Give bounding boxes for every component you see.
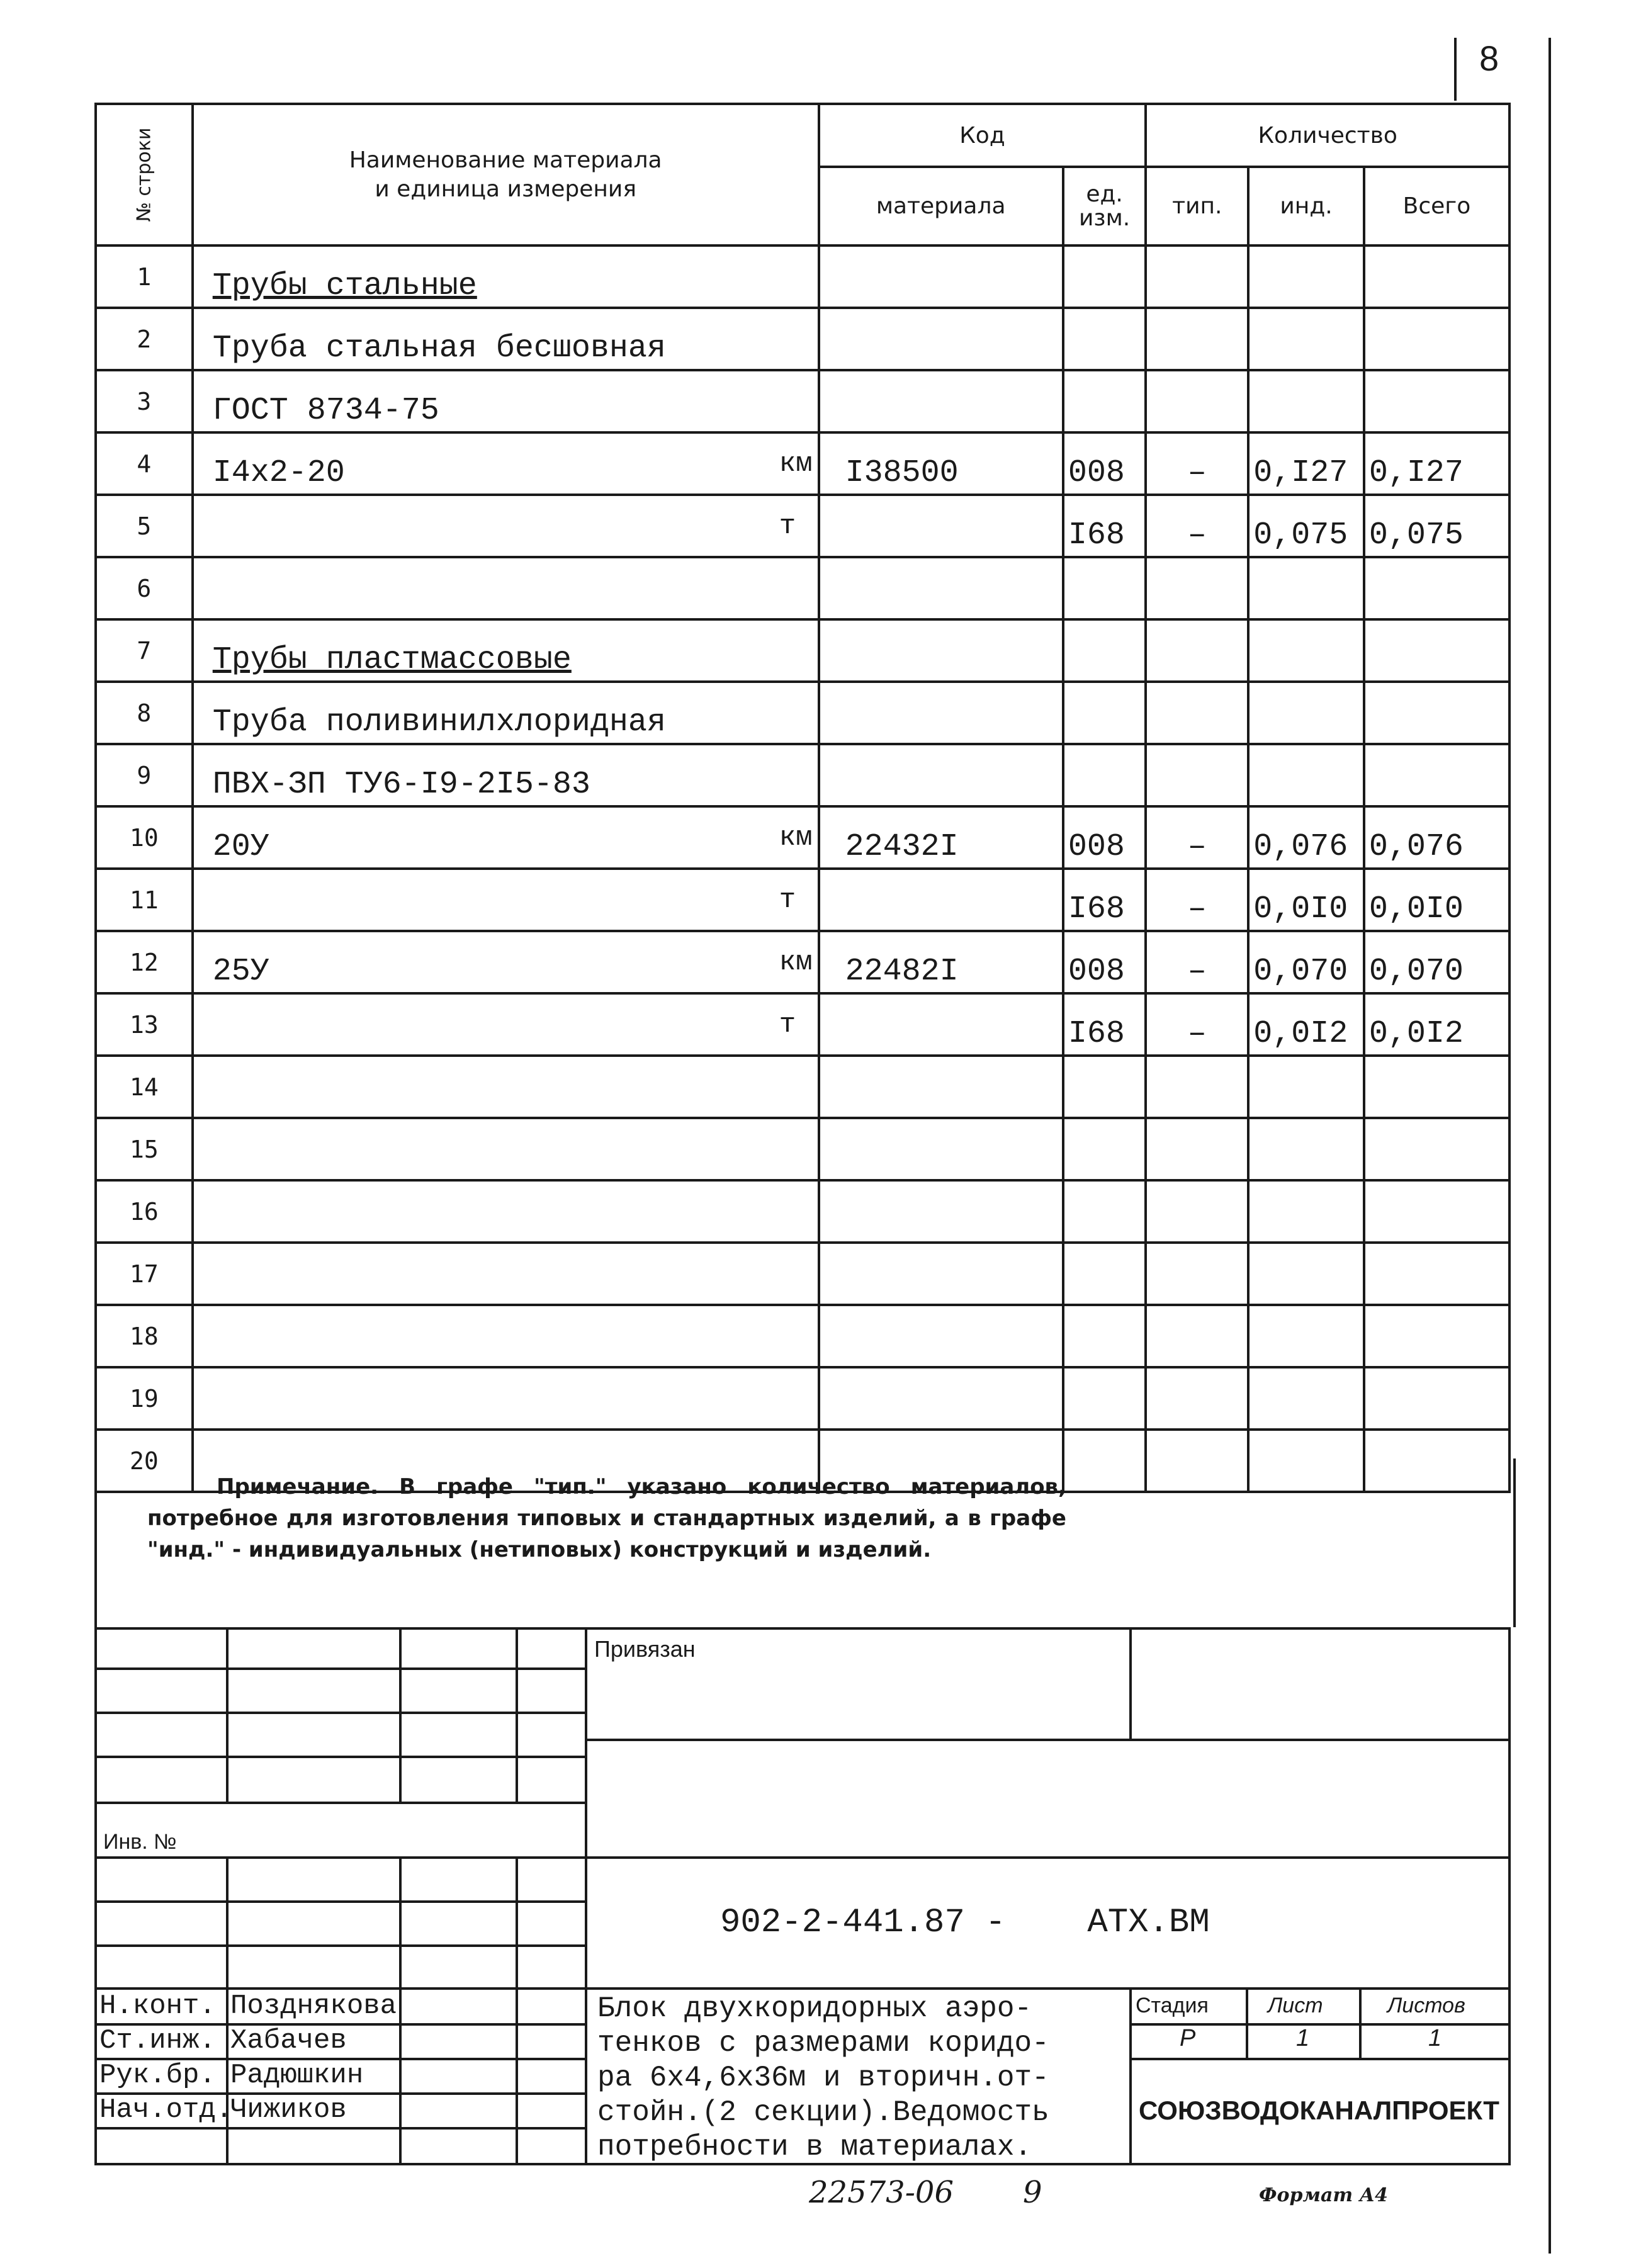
qty-total-cell	[1364, 682, 1509, 744]
unit-code-cell: 008	[1063, 432, 1146, 495]
row-number-cell: 12	[96, 931, 193, 993]
signature-role: Рук.бр.	[99, 2060, 216, 2091]
sheets-label: Листов	[1387, 1994, 1465, 2017]
qty-typ-cell	[1146, 370, 1248, 432]
material-name: I4х2-20	[212, 455, 345, 491]
material-name: 25У	[212, 954, 269, 990]
qty-typ-cell	[1146, 1243, 1248, 1305]
material-name-cell	[193, 432, 819, 495]
sheet-number-divider	[1454, 38, 1457, 101]
material-code-cell	[819, 370, 1063, 432]
table-row	[96, 869, 1509, 931]
qty-typ-cell	[1146, 619, 1248, 682]
document-title: Блок двухкоридорных аэро- тенков с размерами коридо- ра 6х4,6х36м и вторичн.от- стойн.(2 секции).Ведомость потребности в материалах.	[597, 1992, 1049, 2164]
unit-code-cell: I68	[1063, 869, 1146, 931]
row-number-header: № строки	[96, 104, 193, 245]
unit-code-cell	[1063, 557, 1146, 619]
material-name-cell	[193, 744, 819, 806]
table-row	[96, 432, 1509, 495]
material-name-cell	[193, 869, 819, 931]
qty-ind-cell	[1248, 557, 1364, 619]
material-name: 20У	[212, 829, 269, 865]
code-unit-header: ед. изм.	[1063, 167, 1146, 245]
stage-label: Стадия	[1136, 1994, 1209, 2017]
row-number-cell: 16	[96, 1180, 193, 1243]
material-code-cell	[819, 869, 1063, 931]
material-code-cell	[819, 1118, 1063, 1180]
row-number-cell: 10	[96, 806, 193, 869]
qty-typ-cell	[1146, 744, 1248, 806]
qty-total-cell	[1364, 370, 1509, 432]
row-number-cell: 9	[96, 744, 193, 806]
material-name-cell	[193, 1180, 819, 1243]
qty-total-cell	[1364, 557, 1509, 619]
material-code-cell	[819, 619, 1063, 682]
material-code-cell	[819, 993, 1063, 1056]
table-row	[96, 308, 1509, 370]
qty-typ-cell	[1146, 1180, 1248, 1243]
material-code-cell	[819, 1305, 1063, 1367]
qty-total-cell: 0,0I0	[1364, 869, 1509, 931]
material-code-cell	[819, 245, 1063, 308]
unit-code-cell	[1063, 619, 1146, 682]
qty-ind-cell: 0,0I0	[1248, 869, 1364, 931]
table-row	[96, 682, 1509, 744]
qty-total-cell	[1364, 1305, 1509, 1367]
qty-total-cell	[1364, 308, 1509, 370]
qty-total-cell	[1364, 744, 1509, 806]
unit-code-cell	[1063, 1180, 1146, 1243]
qty-ind-cell	[1248, 308, 1364, 370]
row-number-cell: 17	[96, 1243, 193, 1305]
qty-total-cell	[1364, 1243, 1509, 1305]
material-code-cell	[819, 308, 1063, 370]
note-block	[94, 1458, 1516, 1627]
unit-code-cell	[1063, 245, 1146, 308]
qty-total-cell: 0,070	[1364, 931, 1509, 993]
qty-typ-cell	[1146, 557, 1248, 619]
paper-format: Формат А4	[1259, 2184, 1388, 2206]
material-name-cell	[193, 1243, 819, 1305]
material-code-cell	[819, 495, 1063, 557]
qty-typ-cell	[1146, 1118, 1248, 1180]
sheet-value: 1	[1296, 2025, 1310, 2051]
qty-ind-cell	[1248, 370, 1364, 432]
row-number-cell: 20	[96, 1430, 193, 1492]
stage-value: Р	[1180, 2025, 1196, 2051]
archive-number: 22573-06	[809, 2175, 954, 2210]
qty-typ-cell: –	[1146, 432, 1248, 495]
qty-typ-cell: –	[1146, 993, 1248, 1056]
unit-code-cell	[1063, 1367, 1146, 1430]
qty-ind-cell: 0,I27	[1248, 432, 1364, 495]
row-number-cell: 14	[96, 1056, 193, 1118]
qty-total-cell	[1364, 1118, 1509, 1180]
row-number-cell: 19	[96, 1367, 193, 1430]
qty-total-cell	[1364, 619, 1509, 682]
qty-ind-cell	[1248, 619, 1364, 682]
unit-code-cell: 008	[1063, 806, 1146, 869]
materials-table	[94, 103, 1511, 1493]
unit-code-cell: 008	[1063, 931, 1146, 993]
qty-ind-cell	[1248, 1118, 1364, 1180]
qty-ind-cell	[1248, 1056, 1364, 1118]
document-code: 902-2-441.87 - АТХ.ВМ	[720, 1904, 1210, 1942]
table-row	[96, 1118, 1509, 1180]
qty-total-cell	[1364, 1367, 1509, 1430]
qty-ind-cell	[1248, 1180, 1364, 1243]
unit-code-cell	[1063, 1243, 1146, 1305]
unit-of-measure: км	[779, 946, 813, 978]
qty-total-cell: 0,I27	[1364, 432, 1509, 495]
signature-role: Нач.отд.	[99, 2094, 233, 2126]
material-name-cell	[193, 619, 819, 682]
row-number-cell: 6	[96, 557, 193, 619]
row-number-cell: 3	[96, 370, 193, 432]
material-name-cell	[193, 1367, 819, 1430]
footer-page-number: 9	[1023, 2175, 1042, 2210]
qty-total-cell: 0,075	[1364, 495, 1509, 557]
material-code-cell: I38500	[819, 432, 1063, 495]
row-number-cell: 15	[96, 1118, 193, 1180]
qty-ind-cell	[1248, 1305, 1364, 1367]
unit-of-measure: т	[779, 1008, 796, 1041]
table-row	[96, 993, 1509, 1056]
qty-total-cell	[1364, 1056, 1509, 1118]
qty-typ-cell	[1146, 1305, 1248, 1367]
qty-ind-cell	[1248, 682, 1364, 744]
qty-ind-cell	[1248, 1243, 1364, 1305]
material-name-cell	[193, 370, 819, 432]
material-name-cell	[193, 1056, 819, 1118]
sheet-label: Лист	[1268, 1994, 1323, 2017]
qty-ind-cell: 0,070	[1248, 931, 1364, 993]
material-code-cell	[819, 1056, 1063, 1118]
row-number-cell: 4	[96, 432, 193, 495]
qty-total-header: Всего	[1364, 167, 1509, 245]
qty-typ-cell	[1146, 308, 1248, 370]
signature-name: Радюшкин	[230, 2060, 364, 2091]
material-name-cell	[193, 931, 819, 993]
name-header: Наименование материала и единица измерения	[193, 104, 819, 245]
row-number-cell: 2	[96, 308, 193, 370]
row-number-cell: 1	[96, 245, 193, 308]
material-code-cell	[819, 1180, 1063, 1243]
material-code-cell	[819, 682, 1063, 744]
signature-name: Чижиков	[230, 2094, 347, 2126]
qty-ind-header: инд.	[1248, 167, 1364, 245]
material-name-cell	[193, 993, 819, 1056]
qty-typ-cell	[1146, 1367, 1248, 1430]
material-name: Труба поливинилхлоридная	[212, 704, 666, 740]
material-name: Труба стальная бесшовная	[212, 330, 666, 366]
unit-of-measure: км	[779, 821, 813, 854]
table-row	[96, 495, 1509, 557]
unit-code-cell: I68	[1063, 993, 1146, 1056]
unit-of-measure: т	[779, 884, 796, 916]
qty-ind-cell: 0,075	[1248, 495, 1364, 557]
unit-code-cell	[1063, 1118, 1146, 1180]
table-row	[96, 1180, 1509, 1243]
row-number-cell: 13	[96, 993, 193, 1056]
material-code-cell: 22432I	[819, 806, 1063, 869]
qty-ind-cell: 0,0I2	[1248, 993, 1364, 1056]
material-code-cell	[819, 557, 1063, 619]
qty-typ-cell	[1146, 1056, 1248, 1118]
table-row	[96, 1243, 1509, 1305]
material-name: ПВХ-ЗП ТУ6-I9-2I5-83	[212, 767, 590, 803]
qty-typ-cell: –	[1146, 869, 1248, 931]
table-row	[96, 619, 1509, 682]
code-group-header: Код	[819, 104, 1146, 167]
signature-role: Ст.инж.	[99, 2025, 216, 2056]
table-row	[96, 245, 1509, 308]
unit-code-cell	[1063, 744, 1146, 806]
qty-ind-cell	[1248, 1367, 1364, 1430]
row-number-cell: 5	[96, 495, 193, 557]
qty-typ-cell: –	[1146, 806, 1248, 869]
row-number-cell: 7	[96, 619, 193, 682]
qty-typ-cell: –	[1146, 931, 1248, 993]
right-border-line	[1549, 38, 1551, 2254]
unit-of-measure: т	[779, 510, 796, 542]
signature-name: Хабачев	[230, 2025, 347, 2056]
unit-code-cell	[1063, 370, 1146, 432]
quantity-group-header: Количество	[1146, 104, 1509, 167]
material-name-cell	[193, 682, 819, 744]
row-number-cell: 11	[96, 869, 193, 931]
qty-total-cell: 0,076	[1364, 806, 1509, 869]
unit-code-cell	[1063, 1305, 1146, 1367]
privyazan-label: Привязан	[594, 1636, 696, 1662]
inventory-number-label: Инв. №	[103, 1830, 177, 1854]
material-name-cell	[193, 308, 819, 370]
qty-typ-header: тип.	[1146, 167, 1248, 245]
material-code-cell	[819, 1367, 1063, 1430]
table-row	[96, 744, 1509, 806]
material-name-cell	[193, 495, 819, 557]
material-name: Трубы пластмассовые	[212, 642, 572, 678]
qty-ind-cell: 0,076	[1248, 806, 1364, 869]
material-name-cell	[193, 557, 819, 619]
material-name-cell	[193, 1118, 819, 1180]
signature-role: Н.конт.	[99, 1990, 216, 2022]
material-code-cell: 22482I	[819, 931, 1063, 993]
title-block	[94, 1627, 1511, 2165]
sheet-number: 8	[1479, 38, 1499, 78]
material-name: Трубы стальные	[212, 268, 477, 304]
row-number-cell: 18	[96, 1305, 193, 1367]
material-code-cell	[819, 1243, 1063, 1305]
material-code-cell	[819, 744, 1063, 806]
material-name-cell	[193, 1305, 819, 1367]
qty-total-cell	[1364, 1180, 1509, 1243]
organization-name: СОЮЗВОДОКАНАЛПРОЕКТ	[1139, 2096, 1499, 2125]
unit-code-cell	[1063, 1056, 1146, 1118]
code-material-header: материала	[819, 167, 1063, 245]
qty-typ-cell	[1146, 682, 1248, 744]
table-row	[96, 806, 1509, 869]
table-row	[96, 370, 1509, 432]
qty-total-cell: 0,0I2	[1364, 993, 1509, 1056]
table-row	[96, 557, 1509, 619]
sheets-value: 1	[1428, 2025, 1442, 2051]
material-name: ГОСТ 8734-75	[212, 393, 439, 429]
material-name-cell	[193, 245, 819, 308]
unit-code-cell: I68	[1063, 495, 1146, 557]
signature-name: Позднякова	[230, 1990, 397, 2022]
table-row	[96, 1056, 1509, 1118]
qty-ind-cell	[1248, 744, 1364, 806]
unit-code-cell	[1063, 308, 1146, 370]
table-row	[96, 1367, 1509, 1430]
table-row	[96, 1305, 1509, 1367]
qty-typ-cell	[1146, 245, 1248, 308]
qty-typ-cell: –	[1146, 495, 1248, 557]
unit-code-cell	[1063, 682, 1146, 744]
row-number-cell: 8	[96, 682, 193, 744]
material-name-cell	[193, 806, 819, 869]
qty-total-cell	[1364, 245, 1509, 308]
unit-of-measure: км	[779, 448, 813, 480]
table-row	[96, 931, 1509, 993]
note-text: Примечание. В графе "тип." указано количество материалов, потребное для изготовления типовых и стандартных изделий, а в графе "инд." - индивидуальных (нетиповых) конструкций и изделий.	[147, 1474, 1066, 1562]
qty-ind-cell	[1248, 245, 1364, 308]
